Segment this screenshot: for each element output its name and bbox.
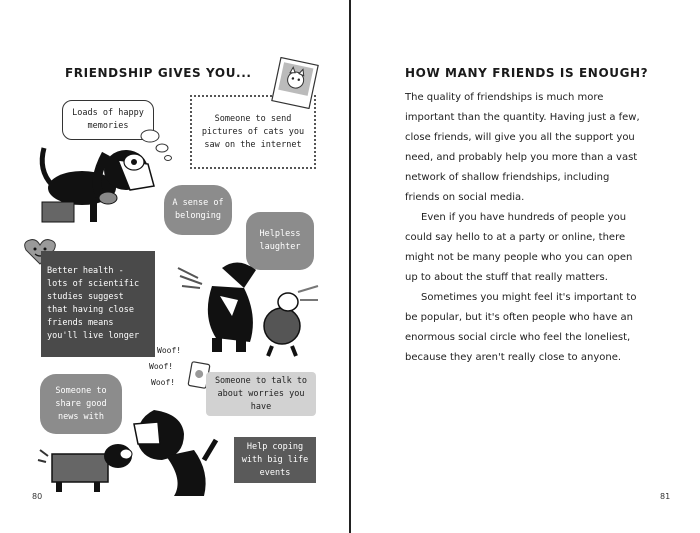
right-page-heading: HOW MANY FRIENDS IS ENOUGH?	[405, 66, 649, 80]
bubble-health: Better health - lots of scientific studies suggest that having close friends means you'll live longer	[41, 251, 155, 357]
woof-text-1: Woof!	[157, 346, 182, 355]
dog-illustration-icon	[22, 140, 162, 230]
bubble-laughter: Helpless laughter	[246, 212, 314, 270]
bubble-happy-memories: Loads of happy memories	[62, 100, 154, 140]
bottom-dogs-icon	[34, 400, 224, 500]
bubble-belonging: A sense of belonging	[164, 185, 232, 235]
bubble-cat-pictures: Someone to send pictures of cats you saw on the internet	[190, 95, 316, 169]
laughing-dogs-icon	[172, 256, 322, 358]
woof-text-3: Woof!	[151, 378, 176, 387]
bubble-talk-worries: Someone to talk to about worries you have	[206, 372, 316, 416]
cat-photo-icon	[270, 57, 320, 109]
page-number-left: 80	[32, 492, 43, 501]
body-text	[405, 88, 643, 368]
paragraph-3: Sometimes you might feel it's important to be popular, but it's often people who have an enormous social circle who feel the loneliest, because they aren't really close to anyone.	[405, 292, 637, 363]
paragraph-2: Even if you have hundreds of people you could say hello to at a party or online, there might not be many people who you can open up to about the stuff that really matters.	[405, 212, 633, 283]
bubble-coping: Help coping with big life events	[234, 437, 316, 483]
left-page-heading: FRIENDSHIP GIVES YOU...	[65, 66, 252, 80]
page-number-right: 81	[660, 492, 671, 501]
bubble-share-news: Someone to share good news with	[40, 374, 122, 434]
woof-text-2: Woof!	[149, 362, 174, 371]
paragraph-1: The quality of friendships is much more important than the quantity. Having just a few, close friends, will give you all the support you need, and probably help you more than a vast network of shallow friendships, including friends on social media.	[405, 92, 640, 203]
